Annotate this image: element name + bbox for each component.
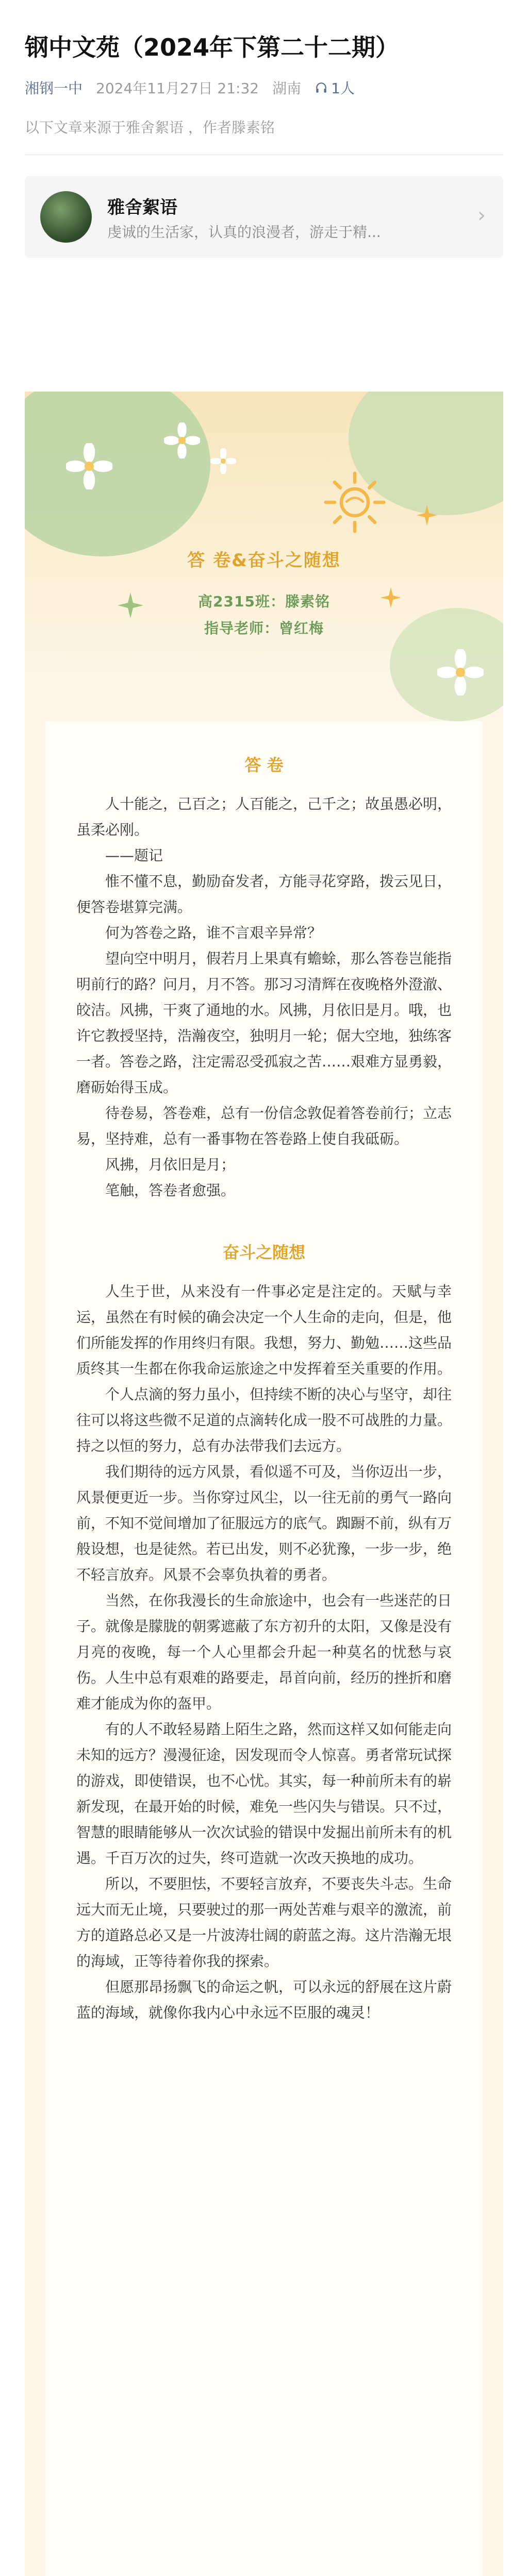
flower-icon xyxy=(66,443,112,489)
headphones-icon xyxy=(315,81,328,94)
poster-banner xyxy=(25,392,503,680)
paragraph: 望向空中明月，假若月上果真有蟾蜍，那么答卷岂能指明前行的路？问月，月不答。那习习清辉在夜晚格外澄澈、皎洁。风拂，干爽了通地的水。风拂，月依旧是月。哦，也许它教授坚持，浩瀚夜空，独明月一轮；倨大空地，独练客一者。答卷之路，注定需忍受孤寂之苦……艰难方显勇毅，磨砺始得玉成。 xyxy=(76,950,452,1096)
article-meta xyxy=(25,77,503,98)
article-poster xyxy=(25,392,503,2576)
paragraph: 我们期待的远方风景，看似遥不可及，当你迈出一步，风景便更近一步。当你穿过风尘，以一往无前的勇气一路向前，不知不觉间增加了征服远方的底气。踟蹰不前，纵有万般设想，也是徒然。若已出发，则不必犹豫，一步一步，绝不轻言放弃。风景不会辜负执着的勇者。 xyxy=(76,1463,452,1583)
profile-description: 虔诚的生活家，认真的浪漫者，游走于精... xyxy=(107,224,381,241)
flower-icon xyxy=(164,422,200,459)
paragraph: 惟不懂不息，勤励奋发者，方能寻花穿路，拨云见日，便答卷堪算完满。 xyxy=(76,873,452,916)
paragraph: 有的人不敢轻易踏上陌生之路，然而这样又如何能走向未知的远方？漫漫征途，因发现而令人惊喜。勇者常玩试探的游戏，即使错误，也不心忧。其实，每一种前所未有的崭新发现，在最开始的时候，难免一些闪失与错误。只不过，智慧的眼睛能够从一次次试验的错误中发掘出前所未有的机遇。千百万次的过失，终可造就一次改天换地的成功。 xyxy=(76,1721,452,1867)
flower-icon xyxy=(210,448,236,474)
account-name-link[interactable]: 湘钢一中 xyxy=(25,80,83,97)
paragraph: 但愿那昂扬飘飞的命运之帆，可以永远的舒展在这片蔚蓝的海域，就像你我内心中永远不臣服的魂灵！ xyxy=(76,1978,452,2021)
decor-leaf xyxy=(25,392,210,556)
paragraph: 风拂，月依旧是月； xyxy=(105,1156,236,1173)
paragraph: 个人点滴的努力虽小，但持续不断的决心与坚守，却往往可以将这些微不足道的点滴转化成一股不可战胜的力量。持之以恒的努力，总有办法带我们去远方。 xyxy=(76,1386,452,1454)
publish-date: 2024年11月27日 21:32 xyxy=(96,80,259,97)
paragraph: ——题记 xyxy=(105,847,163,864)
listen-count-value: 1人 xyxy=(331,80,355,97)
avatar xyxy=(40,191,92,243)
poster-author: 高2315班：滕素铭 xyxy=(198,593,330,610)
article-header xyxy=(0,0,528,137)
paragraph: 笔触，答卷者愈强。 xyxy=(105,1182,236,1199)
poster-title: 答 卷&奋斗之随想 xyxy=(187,550,341,571)
paragraph: 人生于世，从来没有一件事必定是注定的。天赋与幸运，虽然在有时候的确会决定一个人生命的走向，但是，他们所能发挥的作用终归有限。我想，努力、勤勉……这些品质终其一生都在你我命运旅途之中发挥着至关重要的作用。 xyxy=(76,1283,452,1377)
flower-icon xyxy=(437,649,484,696)
listen-count[interactable] xyxy=(315,77,355,98)
poster-teacher: 指导老师：曾红梅 xyxy=(204,620,324,637)
paragraph: 所以，不要胆怯，不要轻言放弃，不要丧失斗志。生命远大而无止境，只要驶过的那一两处苦难与艰辛的激流，前方的道路总必又是一片波涛壮阔的蔚蓝之海。这片浩瀚无垠的海域，正等待着你我的探索。 xyxy=(76,1875,452,1970)
paragraph: 待卷易，答卷难，总有一份信念敦促着答卷前行；立志易，坚持难，总有一番事物在答卷路上使自我砥砺。 xyxy=(76,1105,452,1147)
sun-icon xyxy=(321,469,388,536)
sparkle-icon xyxy=(417,505,437,526)
profile-name: 雅舍絮语 xyxy=(107,197,177,218)
paragraph: 人十能之，己百之；人百能之，己千之；故虽愚必明，虽柔必刚。 xyxy=(76,795,452,838)
article-body xyxy=(45,721,483,2576)
paragraph: 何为答卷之路，谁不言艰辛异常？ xyxy=(105,924,322,941)
publish-location: 湖南 xyxy=(272,80,302,97)
source-note: 以下文章来源于雅舍絮语 ，作者滕素铭 xyxy=(25,119,275,136)
section-title: 奋斗之随想 xyxy=(222,1243,305,1262)
chevron-right-icon: › xyxy=(477,204,486,227)
article-title: 钢中文苑（2024年下第二十二期） xyxy=(25,33,400,61)
section-title: 答 卷 xyxy=(244,755,284,775)
paragraph: 当然，在你我漫长的生命旅途中，也会有一些迷茫的日子。就像是朦胧的朝雾遮蔽了东方初升的太阳，又像是没有月亮的夜晚，每一个人心里都会升起一种莫名的忧愁与哀伤。人生中总有艰难的路要走，昂首向前，经历的挫折和磨难才能成为你的盔甲。 xyxy=(76,1592,452,1712)
source-profile-card[interactable] xyxy=(25,176,503,258)
